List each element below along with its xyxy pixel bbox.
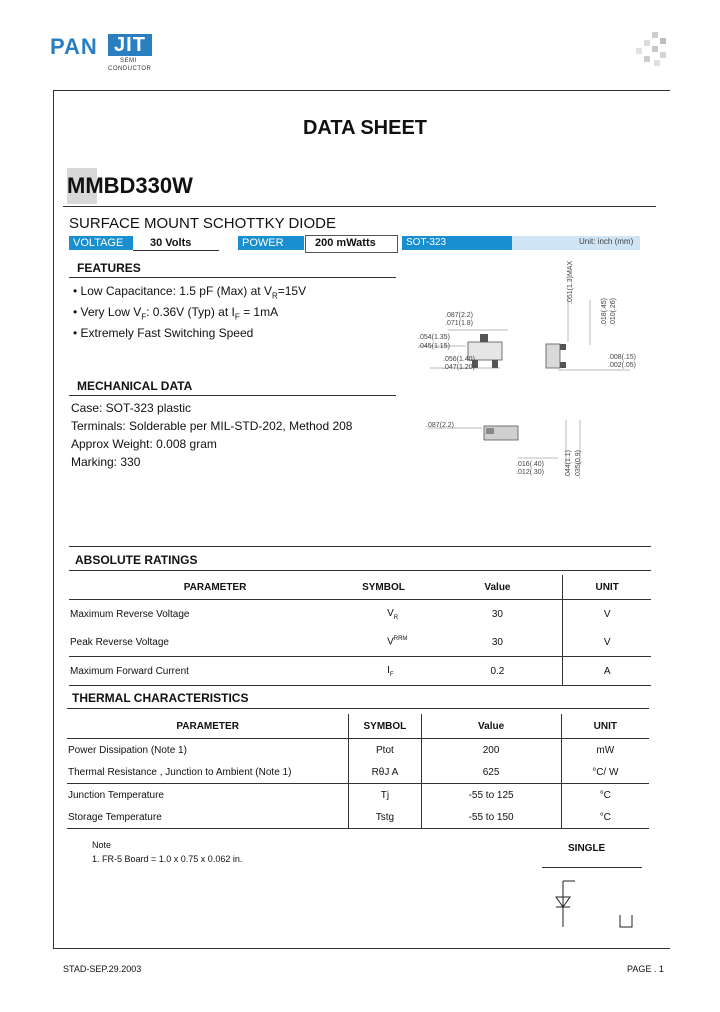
value-cell: 200 <box>421 739 561 762</box>
abs-ratings-heading: ABSOLUTE RATINGS <box>75 553 198 567</box>
unit-cell: °C/ W <box>561 761 649 784</box>
thermal-table <box>67 714 649 829</box>
part-divider <box>63 206 656 207</box>
feature-mid: : 0.36V (Typ) at I <box>146 305 235 319</box>
mech-case: Case: SOT-323 plastic <box>71 401 192 415</box>
brand-logo-jit: JIT <box>108 34 152 56</box>
param-cell: Thermal Resistance , Junction to Ambient (Note 1) <box>68 766 292 778</box>
table-row <box>69 657 651 686</box>
symbol-cell: Tstg <box>349 806 421 829</box>
mech-terminals: Terminals: Solderable per MIL-STD-202, Method 208 <box>71 419 353 433</box>
dim-label: .054(1.35) <box>418 334 450 341</box>
abs-ratings-table <box>69 575 651 686</box>
table-row <box>69 628 651 657</box>
bullet-icon: • <box>73 305 78 319</box>
brand-sub-conductor: CONDUCTOR <box>108 66 152 72</box>
table-row <box>67 806 649 829</box>
power-label: POWER <box>238 236 304 250</box>
param-cell: Maximum Reverse Voltage <box>70 608 190 620</box>
dim-label: .087(2.2) <box>445 312 474 319</box>
dim-label: .018(.45) <box>601 297 608 326</box>
note-heading: Note <box>92 840 112 850</box>
voltage-label: VOLTAGE <box>69 236 133 250</box>
bullet-icon: • <box>73 326 78 340</box>
dim-label: .002(.05) <box>608 362 637 369</box>
dim-label: .087(2.2) <box>426 422 455 429</box>
col-header: SYMBOL <box>349 714 421 739</box>
brand-sub-semi: SEMI <box>120 58 137 64</box>
feature-sub: F <box>234 312 240 322</box>
symbol-cell: $V_R$ <box>387 607 399 621</box>
symbol-cell: RθJ A <box>349 761 421 784</box>
mechanical-divider <box>69 395 396 396</box>
symbol-cell: $I_F$ <box>387 664 394 678</box>
unit-label: Unit: inch (mm) <box>579 237 634 246</box>
value-cell: -55 to 125 <box>421 784 561 807</box>
feature-item-switching <box>73 326 253 340</box>
col-header: UNIT <box>561 714 649 739</box>
value-cell: 30 <box>491 608 503 620</box>
value-cell: 0.2 <box>490 665 505 677</box>
param-cell: Maximum Forward Current <box>70 665 189 677</box>
dim-label: .010(.26) <box>610 297 617 326</box>
footer-page: PAGE . 1 <box>627 964 664 974</box>
value-cell: 30 <box>491 636 503 648</box>
part-number: MMBD330W <box>67 173 193 198</box>
voltage-value: 30 Volts <box>150 237 192 249</box>
table-row <box>69 600 651 629</box>
bullet-icon: • <box>73 284 78 298</box>
feature-text: Very Low V <box>80 305 142 319</box>
dim-label: .071(1.8) <box>445 320 474 327</box>
footer-divider <box>53 948 670 949</box>
feature-item-capacitance <box>73 284 306 300</box>
dim-label: .035(0.9) <box>575 449 582 478</box>
value-cell: 625 <box>421 761 561 784</box>
package-label: SOT-323 <box>402 236 512 250</box>
table-row <box>67 761 649 784</box>
dim-label: .056(1.40) <box>443 356 475 363</box>
features-divider <box>69 277 396 278</box>
dim-label: .008(.15) <box>608 354 637 361</box>
col-header: UNIT <box>563 575 651 600</box>
note-text: 1. FR-5 Board = 1.0 x 0.75 x 0.062 in. <box>92 854 243 864</box>
diode-symbol-icon <box>545 875 645 935</box>
features-heading: FEATURES <box>77 261 141 275</box>
thermal-heading: THERMAL CHARACTERISTICS <box>72 691 249 705</box>
col-header: Value <box>484 581 511 593</box>
unit-cell: °C <box>561 784 649 807</box>
dim-label: .045(1.15) <box>418 343 450 350</box>
circuit-label: SINGLE <box>568 843 606 854</box>
dim-label: .047(1.20) <box>443 364 475 371</box>
value-cell: -55 to 150 <box>421 806 561 829</box>
voltage-underline <box>133 250 219 251</box>
device-subtitle: SURFACE MOUNT SCHOTTKY DIODE <box>69 215 336 232</box>
mech-marking: Marking: 330 <box>71 455 141 469</box>
dim-label: .051(1.3)MAX <box>567 260 574 304</box>
col-header: SYMBOL <box>362 581 405 593</box>
circuit-divider <box>542 867 642 868</box>
abs-top-divider <box>69 546 651 547</box>
table-header-row <box>69 575 651 600</box>
mech-weight: Approx Weight: 0.008 gram <box>71 437 217 451</box>
decorative-dots-icon <box>632 30 672 70</box>
table-row <box>67 784 649 807</box>
dim-label: .044(1.1) <box>565 449 572 478</box>
footer-date: STAD-SEP.29.2003 <box>63 964 142 974</box>
col-header: Value <box>421 714 561 739</box>
frame-left-line <box>53 90 54 948</box>
frame-top-line <box>53 90 670 91</box>
feature-item-forward-voltage <box>73 305 278 321</box>
unit-cell: mW <box>561 739 649 762</box>
feature-text: Low Capacitance: 1.5 pF (Max) at V <box>80 284 272 298</box>
unit-cell: V <box>563 600 651 629</box>
table-header-row <box>67 714 649 739</box>
mechanical-heading: MECHANICAL DATA <box>77 379 193 393</box>
feature-sub: R <box>271 291 278 301</box>
dim-label: .016(.40) <box>516 461 545 468</box>
feature-tail: =15V <box>277 284 307 298</box>
thermal-heading-divider <box>67 708 649 709</box>
col-header: PARAMETER <box>176 720 239 732</box>
brand-logo-pan: PAN <box>50 34 98 59</box>
table-row <box>67 739 649 762</box>
power-value: 200 mWatts <box>315 237 376 249</box>
symbol-cell: $V^{RRM}$ <box>387 636 408 648</box>
symbol-cell: Tj <box>349 784 421 807</box>
feature-text: Extremely Fast Switching Speed <box>80 326 254 340</box>
param-cell: Peak Reverse Voltage <box>70 636 169 648</box>
abs-heading-divider <box>69 570 651 571</box>
dim-label: .012(.30) <box>516 469 545 476</box>
param-cell: Junction Temperature <box>68 789 164 801</box>
symbol-cell: Ptot <box>349 739 421 762</box>
unit-cell: V <box>563 628 651 657</box>
unit-cell: A <box>563 657 651 686</box>
feature-sub: F <box>141 312 147 322</box>
unit-cell: °C <box>561 806 649 829</box>
page-title: DATA SHEET <box>302 117 428 139</box>
param-cell: Power Dissipation (Note 1) <box>68 744 187 756</box>
col-header: PARAMETER <box>183 581 247 593</box>
feature-tail: = 1mA <box>239 305 279 319</box>
param-cell: Storage Temperature <box>68 811 162 823</box>
